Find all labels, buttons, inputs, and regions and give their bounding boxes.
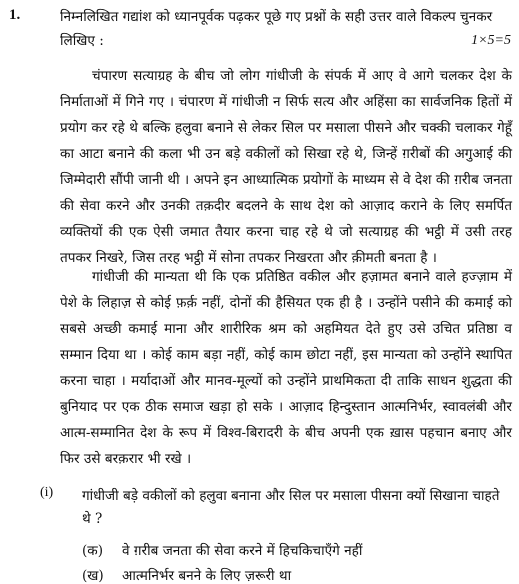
question-number: 1. bbox=[9, 7, 21, 23]
option-text: आत्मनिर्भर बनने के लिए ज़रूरी था bbox=[122, 568, 292, 584]
passage-paragraph-1: चंपारण सत्याग्रह के बीच जो लोग गांधीजी के संपर्क में आए वे आगे चलकर देश के निर्माताओं में गिने गए । चंपारण में गांधीजी न सिर्फ सत्य और अहिंसा का सार्वजनिक हितों में प्रयोग कर रहे थे बल्कि हलुवा बनाने से लेकर सिल पर मसाला पीसने और चक्की चलाकर गेहूँ का आटा बनाने की कला भी उन बड़े वकीलों को सिखा रहे थे, जिन्हें ग़रीबों की अगुआई की जिम्मेदारी सौंपी जानी थी । अपने इन आध्यात्मिक प्रयोगों के माध्यम से वे देश की ग़रीब जनता की सेवा करने और उनकी तक़दीर बदलने के साथ देश को आज़ाद कराने के लिए समर्पित व्यक्तियों की एक ऐसी जमात तैयार करना चाह रहे थे जो सत्याग्रह की भट्ठी में उसी तरह तपकर निखरे, जिस तरह भट्ठी में सोना तपकर निखरता और क़ीमती बनता है । bbox=[60, 68, 512, 266]
question-instruction: निम्नलिखित गद्यांश को ध्यानपूर्वक पढ़कर पूछे गए प्रश्नों के सही उत्तर वाले विकल्प चुनकर लिखिए : bbox=[60, 9, 493, 49]
option-label: (ख) bbox=[82, 568, 104, 584]
option-kha[interactable] bbox=[82, 565, 291, 584]
subquestion-label: (i) bbox=[40, 485, 54, 500]
option-ka[interactable] bbox=[82, 540, 362, 559]
option-text: वे ग़रीब जनता की सेवा करने में हिचकिचाएँगे नहीं bbox=[122, 543, 363, 559]
passage-paragraph-2: गांधीजी की मान्यता थी कि एक प्रतिष्ठित वकील और हज़ामत बनाने वाले हज्ज़ाम में पेशे के लिहाज़ से कोई फ़र्क़ नहीं, दोनों की हैसियत एक ही है । उन्होंने पसीने की कमाई को सबसे अच्छी कमाई माना और शारीरिक श्रम को अहमियत देते हुए उसे उचित प्रतिष्ठा व सम्मान दिया था । कोई काम बड़ा नहीं, कोई काम छोटा नहीं, इस मान्यता को उन्होंने स्थापित करना चाहा । मर्यादाओं और मानव-मूल्यों को उन्होंने प्राथमिकता दी ताकि साधन शुद्धता की बुनियाद पर एक ठीक समाज खड़ा हो सके । आज़ाद हिन्दुस्तान आत्मनिर्भर, स्वावलंबी और आत्म-सम्मानित देश के रूप में विश्व-बिरादरी के बीच अपनी एक ख़ास पहचान बनाए और फिर उसे बरक़रार भी रखे । bbox=[60, 269, 512, 467]
marks-allocation: 1×5=5 bbox=[471, 33, 511, 48]
subquestion-text: गांधीजी बड़े वकीलों को हलुवा बनाना और सिल पर मसाला पीसना क्यों सिखाना चाहते थे ? bbox=[82, 488, 500, 527]
option-label: (क) bbox=[82, 543, 104, 559]
